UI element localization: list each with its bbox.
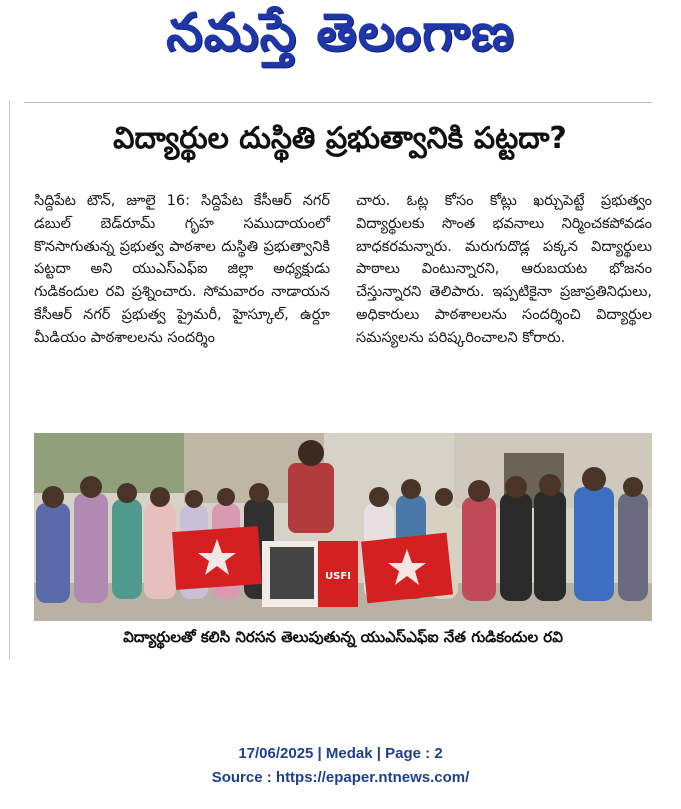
source-link[interactable]: Source : https://epaper.ntnews.com/: [211, 769, 470, 786]
source-footer: [0, 742, 681, 790]
masthead: [0, 4, 681, 74]
flag-label: USFI: [325, 571, 351, 582]
margin-rule: [9, 100, 10, 660]
article-column-right: చారు. ఓట్ల కోసం కోట్లు ఖర్చుపెట్టే ప్రభుత్వం విద్యార్థులకు సొంత భవనాలు నిర్మించకపోవడం బాధకరమన్నారు. మరుగుదొడ్ల పక్కన విద్యార్థులు పాఠాలు వింటున్నారని, ఆరుబయట భోజనం చేస్తున్నారని తెలిపారు. ఇప్పటికైనా ప్రజాప్రతినిధులు, అధికారులు పాఠశాలలను సందర్శించి విద్యార్థుల సమస్యలను పరిష్కరించాలని కోరారు.: [356, 193, 652, 346]
header-divider: [24, 102, 652, 103]
publication-info: 17/06/2025 | Medak | Page : 2: [238, 745, 443, 762]
article-headline: విద్యార్థుల దుస్థితి ప్రభుత్వానికి పట్టదా?: [113, 121, 567, 156]
article-column-left: సిద్దిపేట టౌన్, జూలై 16: సిద్దిపేట కేసీఆర్ నగర్ డబుల్ బెడ్‌రూమ్ గృహ సముదాయంలో కొనసాగుతున్న ప్రభుత్వ పాఠశాల దుస్థితి ప్రభుత్వానికి పట్టదా అని యుఎస్ఎఫ్ఐ జిల్లా అధ్యక్షుడు గుడికందుల రవి ప్రశ్నించారు. సోమవారం నాడాయన కేసీఆర్ నగర్ ప్రభుత్వ ప్రైమరీ, హైస్కూల్, ఉర్దూ మీడియం పాఠశాలలను సందర్శిం: [34, 193, 330, 346]
news-photo: [34, 433, 652, 621]
newspaper-title: నమస్తే తెలంగాణ: [166, 2, 515, 63]
photo-caption: విద్యార్థులతో కలిసి నిరసన తెలుపుతున్న యుఎస్ఎఫ్ఐ నేత గుడికందుల రవి: [123, 628, 563, 646]
